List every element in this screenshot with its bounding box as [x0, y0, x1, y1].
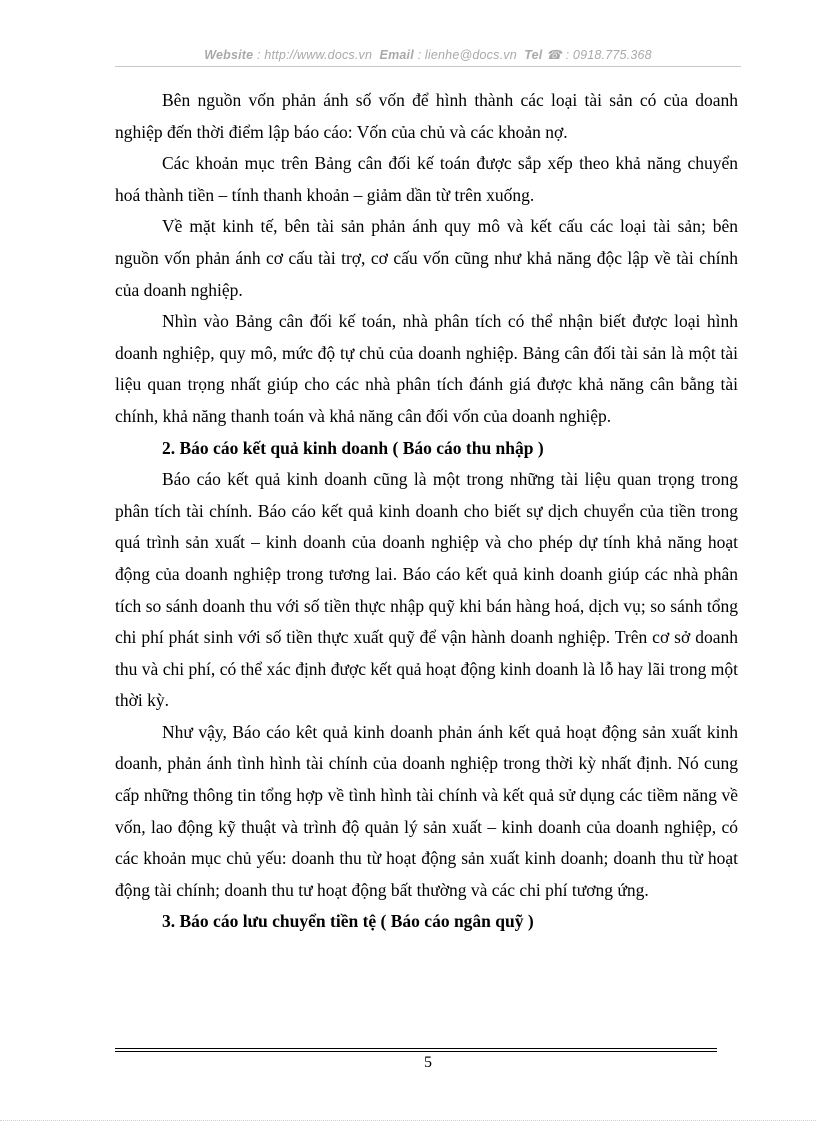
email-value: : lienhe@docs.vn	[417, 48, 517, 62]
website-label: Website	[204, 48, 254, 62]
header-rule	[115, 66, 741, 67]
footer-rule	[115, 1051, 717, 1052]
paragraph: Về mặt kinh tế, bên tài sản phản ánh quy mô và kết cấu các loại tài sản; bên nguồn vốn phản ánh cơ cấu tài trợ, cơ cấu vốn cũng như khả năng độc lập về tài chính của doanh nghiệp.	[115, 216, 738, 300]
phone-icon: ☎	[546, 48, 562, 62]
tel-value: : 0918.775.368	[565, 48, 652, 62]
email-label: Email	[379, 48, 414, 62]
section-heading: 2. Báo cáo kết quả kinh doanh ( Báo cáo thu nhập )	[162, 437, 544, 458]
paragraph: Nhìn vào Bảng cân đối kế toán, nhà phân tích có thể nhận biết được loại hình doanh nghiệp, quy mô, mức độ tự chủ của doanh nghiệp. Bảng cân đối tài sản là một tài liệu quan trọng nhất giúp cho các nhà phân tích đánh giá được khả năng cân bằng tài chính, khả năng thanh toán và khả năng cân đối vốn của doanh nghiệp.	[115, 311, 738, 426]
page-number: 5	[424, 1054, 432, 1071]
paragraph: Báo cáo kết quả kinh doanh cũng là một trong những tài liệu quan trọng trong phân tích tài chính. Báo cáo kết quả kinh doanh cho biết sự dịch chuyển của tiền trong quá trình sản xuất – kinh doanh của doanh nghiệp và cho phép dự tính khả năng hoạt động của doanh nghiệp trong tương lai. Báo cáo kết quả kinh doanh giúp các nhà phân tích so sánh doanh thu với số tiền thực nhập quỹ khi bán hàng hoá, dịch vụ; so sánh tổng chi phí phát sinh với số tiền thực xuất quỹ để vận hành doanh nghiệp. Trên cơ sở doanh thu và chi phí, có thể xác định được kết quả hoạt động kinh doanh là lỗ hay lãi trong một thời kỳ.	[115, 469, 738, 711]
document-body	[115, 85, 738, 938]
paragraph: Như vậy, Báo cáo kêt quả kinh doanh phản ánh kết quả hoạt động sản xuất kinh doanh, phản ánh tình hình tài chính của doanh nghiệp trong thời kỳ nhất định. Nó cung cấp những thông tin tổng hợp về tình hình tài chính và kết quả sử dụng các tiềm năng về vốn, lao động kỹ thuật và trình độ quản lý sản xuất – kinh doanh của doanh nghiệp, có các khoản mục chủ yếu: doanh thu từ hoạt động sản xuất kinh doanh; doanh thu từ hoạt động tài chính; doanh thu tư hoạt động bất thường và các chi phí tương ứng.	[115, 721, 738, 900]
footer-rule	[115, 1048, 717, 1049]
tel-label: Tel	[524, 48, 543, 62]
website-value: : http://www.docs.vn	[257, 48, 373, 62]
page-edge	[0, 1120, 816, 1121]
paragraph: Các khoản mục trên Bảng cân đối kế toán được sắp xếp theo khả năng chuyển hoá thành tiền – tính thanh khoản – giảm dần từ trên xuống.	[115, 153, 738, 205]
page-header	[115, 47, 741, 62]
section-heading: 3. Báo cáo lưu chuyển tiền tệ ( Báo cáo ngân quỹ )	[162, 911, 534, 932]
paragraph: Bên nguồn vốn phản ánh số vốn để hình thành các loại tài sản có của doanh nghiệp đến thời điểm lập báo cáo: Vốn của chủ và các khoản nợ.	[115, 90, 738, 142]
